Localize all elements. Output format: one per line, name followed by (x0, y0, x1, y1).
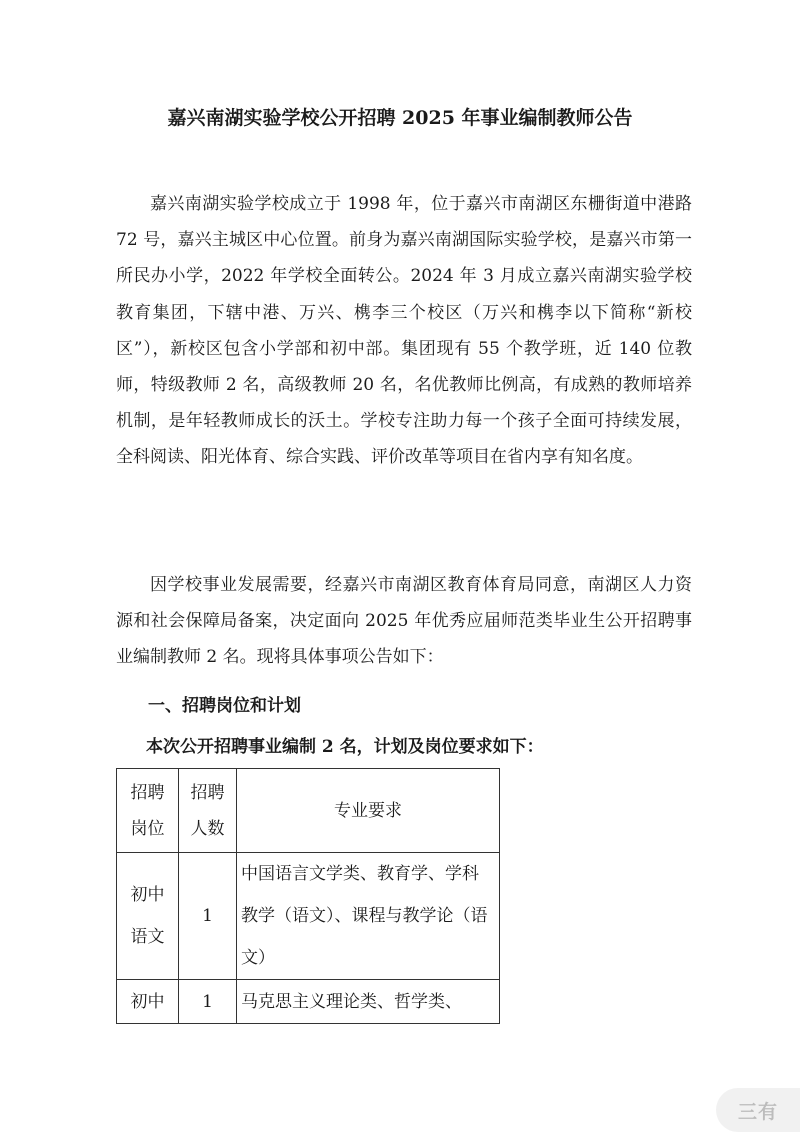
purpose-paragraph: 因学校事业发展需要，经嘉兴市南湖区教育体育局同意，南湖区人力资源和社会保障局备案，决定面向 2025 年优秀应届师范类毕业生公开招聘事业编制教师 2 名。现将具体事项公告如下： (116, 575, 692, 668)
intro-paragraph: 嘉兴南湖实验学校成立于 1998 年，位于嘉兴市南湖区东栅街道中港路 72 号，嘉兴主城区中心位置。前身为嘉兴南湖国际实验学校，是嘉兴市第一所民办小学，2022 年学校全面转公。2024 年 3 月成立嘉兴南湖实验学校教育集团，下辖中港、万兴、槜李三个校区（万兴和槜李以下简称“新校区”），新校区包含小学部和初中部。集团现有 55 个教学班，近 140 位教师，特级教师 2 名，高级教师 20 名，名优教师比例高，有成熟的教师培养机制，是年轻教师成长的沃土。学校专注助力每一个孩子全面可持续发展，全科阅读、阳光体育、综合实践、评价改革等项目在省内享有知名度。 (116, 194, 692, 468)
table-row (117, 980, 500, 1024)
plan-intro: 本次公开招聘事业编制 2 名，计划及岗位要求如下： (146, 737, 544, 757)
header-count: 招聘 人数 (179, 769, 237, 853)
recruitment-table (116, 768, 500, 1024)
watermark-logo[interactable]: 三有 (716, 1088, 800, 1132)
header-requirement: 专业要求 (237, 769, 500, 853)
table-header-row (117, 769, 500, 853)
row-count: 1 (179, 853, 237, 980)
row-position: 初中 语文 (117, 853, 179, 980)
row-requirement: 马克思主义理论类、哲学类、 (237, 980, 500, 1024)
row-requirement: 中国语言文学类、教育学、学科教学（语文）、课程与教学论（语文） (237, 853, 500, 980)
page-title: 嘉兴南湖实验学校公开招聘 2025 年事业编制教师公告 (167, 107, 633, 129)
section-heading: 一、招聘岗位和计划 (148, 696, 301, 716)
table-row (117, 853, 500, 980)
row-position: 初中 (117, 980, 179, 1024)
row-count: 1 (179, 980, 237, 1024)
header-position: 招聘 岗位 (117, 769, 179, 853)
